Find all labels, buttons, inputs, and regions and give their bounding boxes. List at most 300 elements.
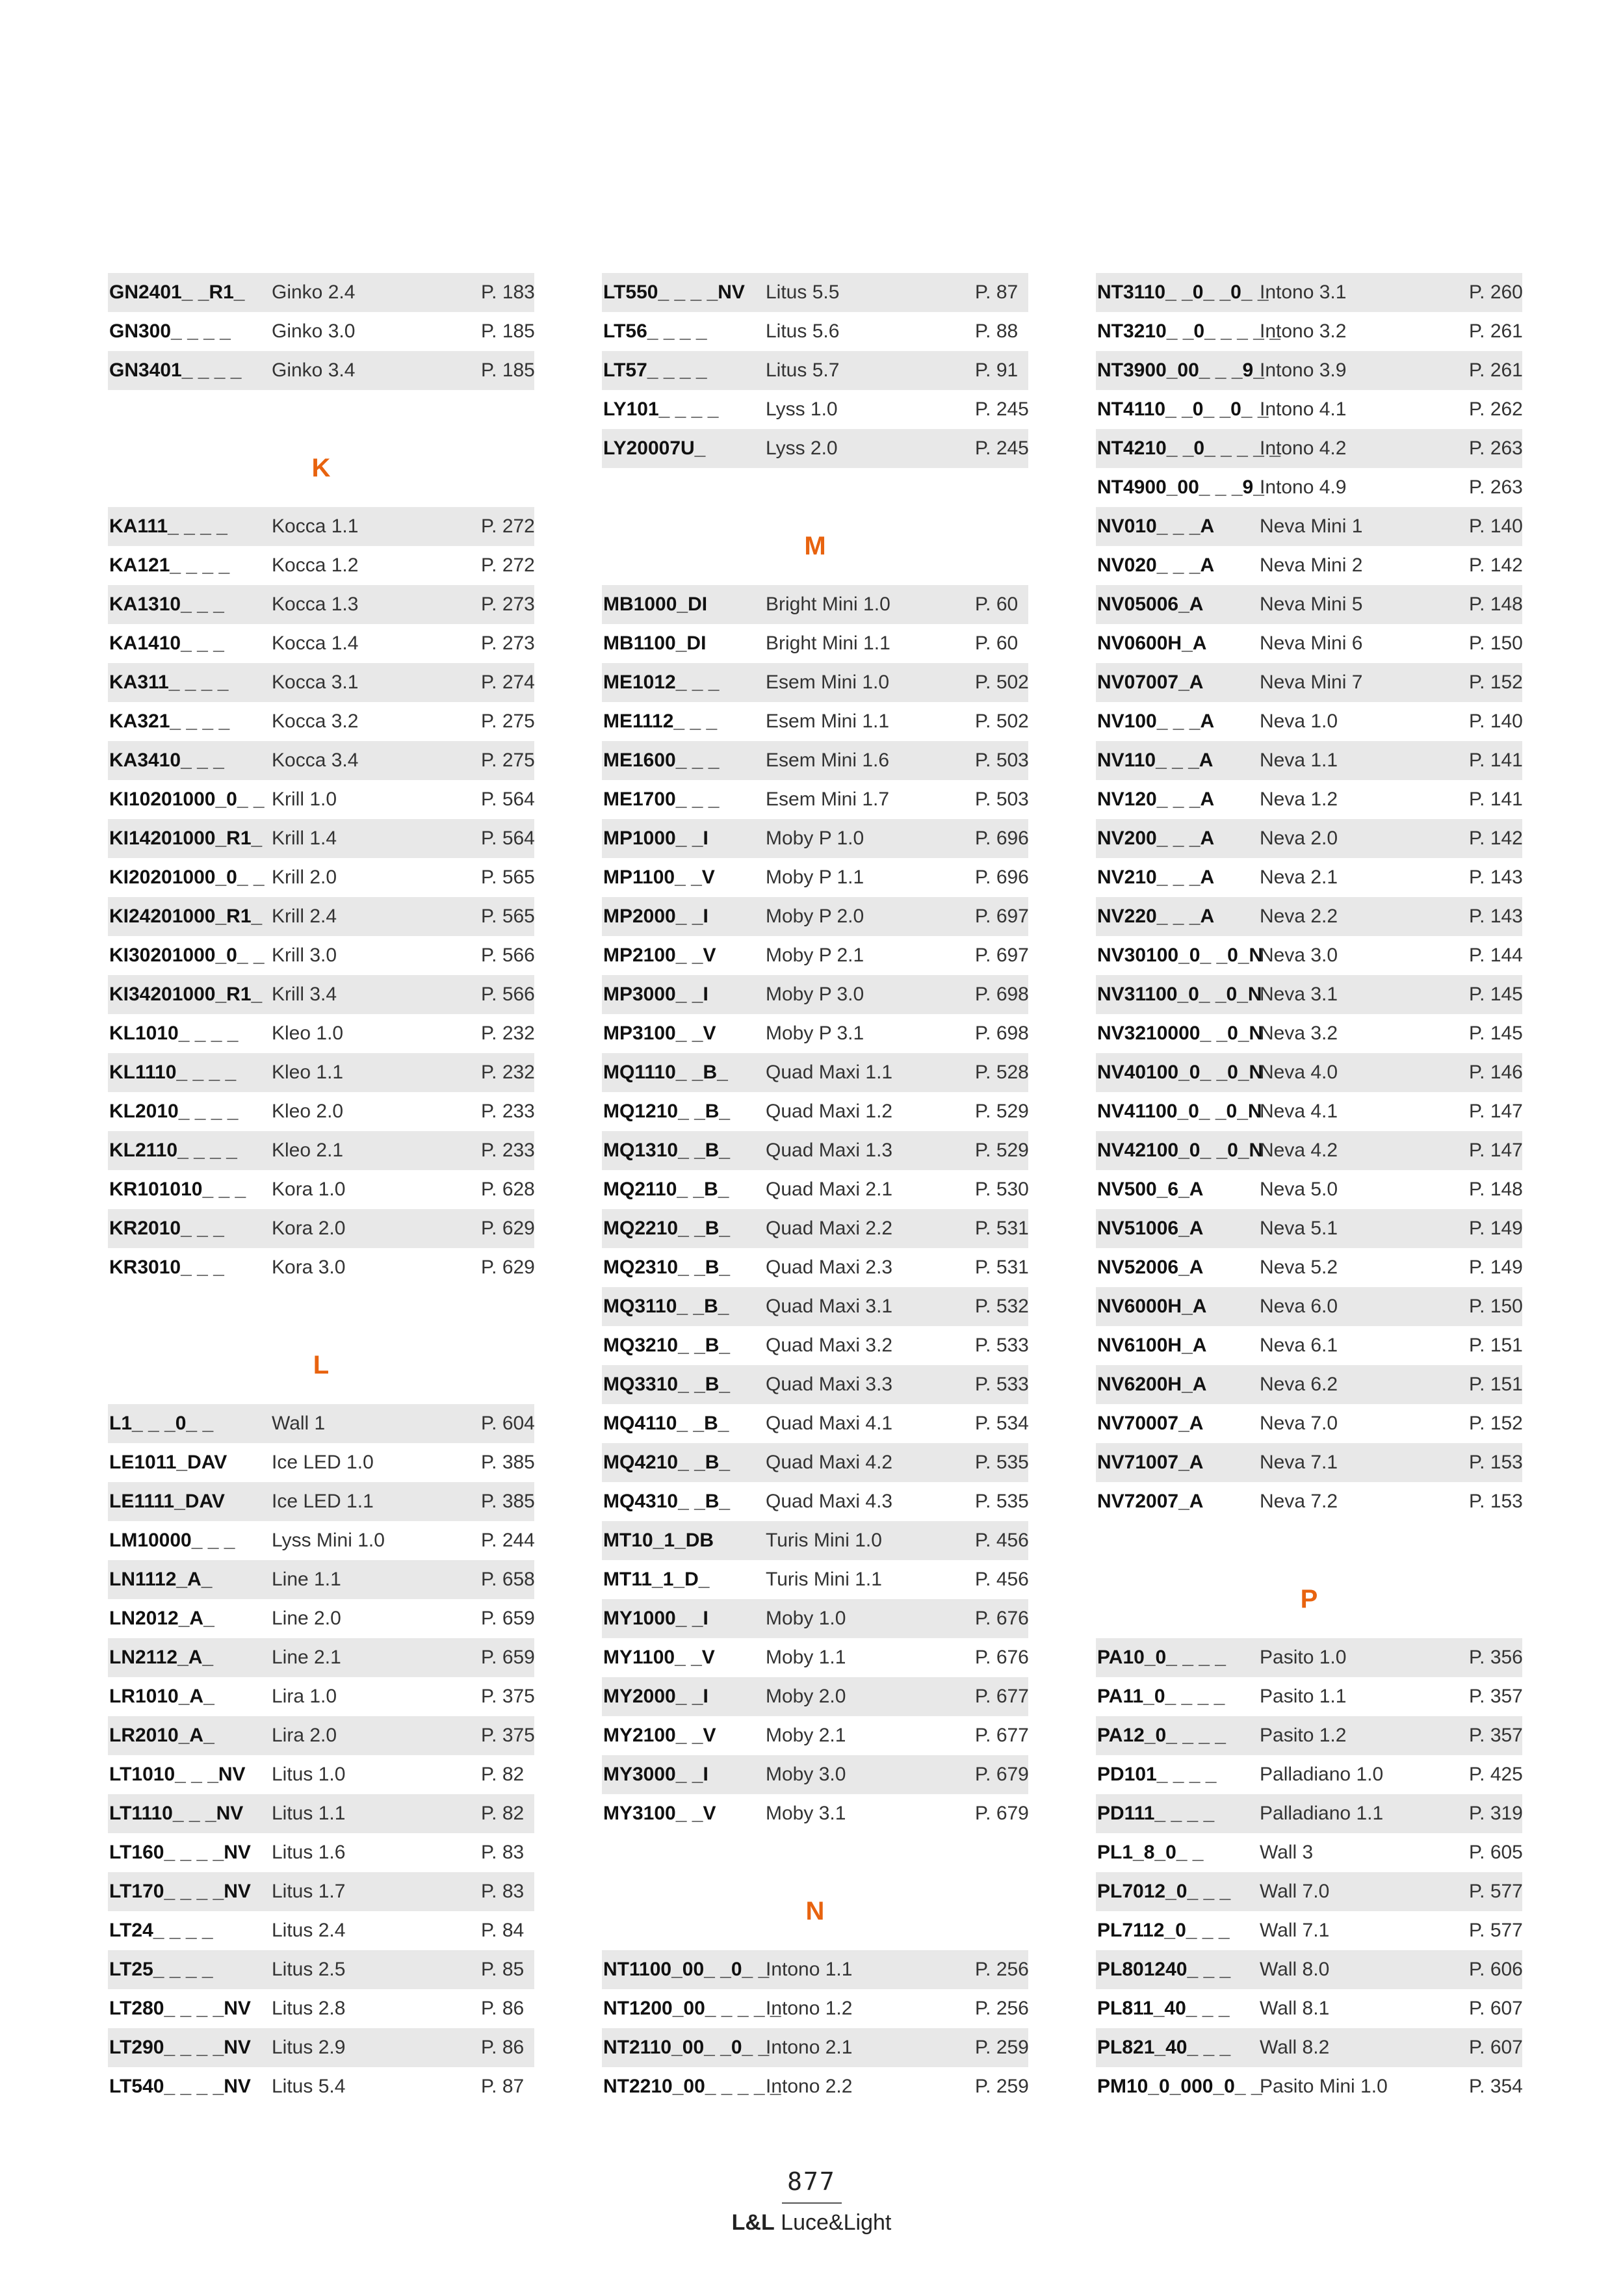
index-row: [602, 1599, 1028, 1638]
product-code: KA1410_ _ _: [109, 633, 224, 654]
page-reference: P. 456: [975, 1530, 1029, 1551]
section-letter: L: [313, 1351, 330, 1379]
page-reference: P. 529: [975, 1101, 1029, 1122]
page-reference: P. 87: [481, 2076, 525, 2097]
index-row: [1096, 1638, 1522, 1677]
index-row: [602, 1482, 1028, 1521]
product-code: GN2401_ _R1_: [109, 281, 245, 303]
index-row: [602, 1443, 1028, 1482]
product-name: Lyss 1.0: [766, 398, 838, 420]
product-code: LT1010_ _ _NV: [109, 1764, 246, 1785]
index-row: [602, 1326, 1028, 1365]
page-reference: P. 256: [975, 1959, 1029, 1980]
product-code: NV07007_A: [1097, 672, 1204, 693]
page-reference: P. 152: [1469, 672, 1523, 693]
section-letter: N: [805, 1897, 825, 1925]
product-name: Lira 1.0: [272, 1686, 337, 1707]
product-name: Ginko 2.4: [272, 281, 356, 303]
index-row: [602, 1287, 1028, 1326]
page-reference: P. 698: [975, 984, 1029, 1005]
page-reference: P. 564: [481, 828, 535, 849]
product-name: Neva 1.1: [1260, 750, 1338, 771]
page-reference: P. 87: [975, 281, 1019, 303]
product-code: KL1010_ _ _ _: [109, 1023, 239, 1044]
product-code: PL7012_0_ _ _: [1097, 1881, 1231, 1902]
index-row: [108, 780, 534, 819]
product-name: Kocca 1.4: [272, 633, 359, 654]
product-name: Neva 4.1: [1260, 1101, 1338, 1122]
product-name: Lyss 2.0: [766, 437, 838, 459]
product-name: Kora 1.0: [272, 1179, 346, 1200]
product-name: Lyss Mini 1.0: [272, 1530, 385, 1551]
product-name: Moby 2.0: [766, 1686, 846, 1707]
index-row: [1096, 1443, 1522, 1482]
page-reference: P. 259: [975, 2037, 1029, 2058]
page-reference: P. 82: [481, 1803, 525, 1824]
product-code: NV52006_A: [1097, 1257, 1204, 1278]
product-name: Litus 2.5: [272, 1959, 346, 1980]
product-code: LT290_ _ _ _NV: [109, 2037, 251, 2058]
page-reference: P. 503: [975, 789, 1029, 810]
page-reference: P. 152: [1469, 1413, 1523, 1434]
page-reference: P. 628: [481, 1179, 535, 1200]
product-code: NV30100_0_ _0_N: [1097, 945, 1264, 966]
product-name: Ginko 3.0: [272, 320, 356, 342]
product-code: MP2000_ _I: [603, 906, 708, 927]
section-letter: K: [311, 454, 331, 482]
page-reference: P. 151: [1469, 1374, 1523, 1395]
product-code: LR1010_A_: [109, 1686, 214, 1707]
index-row: [1096, 273, 1522, 312]
page-reference: P. 91: [975, 359, 1019, 381]
product-name: Litus 5.6: [766, 320, 840, 342]
index-row: [602, 1170, 1028, 1209]
product-code: NV71007_A: [1097, 1452, 1204, 1473]
page-reference: P. 143: [1469, 906, 1523, 927]
page-reference: P. 144: [1469, 945, 1523, 966]
index-row: [108, 1131, 534, 1170]
product-name: Esem Mini 1.6: [766, 750, 890, 771]
index-row: [1096, 858, 1522, 897]
product-name: Neva 3.1: [1260, 984, 1338, 1005]
product-name: Kocca 1.1: [272, 515, 359, 537]
index-row: [108, 1716, 534, 1755]
product-code: MQ4310_ _B_: [603, 1491, 731, 1512]
product-code: ME1600_ _ _: [603, 750, 720, 771]
product-code: MQ3110_ _B_: [603, 1296, 729, 1317]
product-code: MY2000_ _I: [603, 1686, 708, 1707]
index-row: [108, 546, 534, 585]
product-name: Quad Maxi 4.2: [766, 1452, 893, 1473]
page-reference: P. 244: [481, 1530, 535, 1551]
index-row: [108, 1209, 534, 1248]
product-code: PD101_ _ _ _: [1097, 1764, 1217, 1785]
page-reference: P. 385: [481, 1491, 535, 1512]
page-reference: P. 262: [1469, 398, 1523, 420]
product-name: Krill 3.4: [272, 984, 337, 1005]
index-row: [1096, 1950, 1522, 1989]
product-code: PL811_40_ _ _: [1097, 1998, 1230, 2019]
page-reference: P. 605: [1469, 1842, 1523, 1863]
product-name: Intono 3.9: [1260, 359, 1347, 381]
product-code: KI34201000_R1_: [109, 984, 263, 1005]
product-code: NV70007_A: [1097, 1413, 1204, 1434]
index-row: [1096, 741, 1522, 780]
page-reference: P. 566: [481, 945, 535, 966]
product-code: MY3000_ _I: [603, 1764, 708, 1785]
product-code: LY20007U_: [603, 437, 706, 459]
index-row: [602, 624, 1028, 663]
product-name: Neva 1.0: [1260, 711, 1338, 732]
product-name: Krill 2.0: [272, 867, 337, 888]
product-code: MP1100_ _V: [603, 867, 715, 888]
product-name: Kleo 2.0: [272, 1101, 344, 1122]
index-row: [108, 1248, 534, 1287]
index-row: [602, 1794, 1028, 1833]
page-reference: P. 533: [975, 1374, 1029, 1395]
page-reference: P. 502: [975, 672, 1029, 693]
product-code: ME1112_ _ _: [603, 711, 718, 732]
product-code: NT1100_00_ _0_ _: [603, 1959, 770, 1980]
product-name: Intono 4.1: [1260, 398, 1347, 420]
index-row: [602, 897, 1028, 936]
product-code: GN300_ _ _ _: [109, 320, 231, 342]
product-code: LT280_ _ _ _NV: [109, 1998, 251, 2019]
product-name: Moby P 1.1: [766, 867, 864, 888]
product-code: PA10_0_ _ _ _: [1097, 1647, 1226, 1668]
page-reference: P. 261: [1469, 359, 1523, 381]
page-reference: P. 141: [1469, 789, 1523, 810]
product-name: Moby 3.0: [766, 1764, 846, 1785]
page-reference: P. 272: [481, 515, 535, 537]
page-reference: P. 566: [481, 984, 535, 1005]
product-name: Quad Maxi 3.1: [766, 1296, 893, 1317]
page-reference: P. 153: [1469, 1452, 1523, 1473]
product-name: Moby 1.1: [766, 1647, 846, 1668]
page-reference: P. 148: [1469, 1179, 1523, 1200]
page-reference: P. 357: [1469, 1725, 1523, 1746]
product-code: MQ1110_ _B_: [603, 1062, 728, 1083]
product-name: Kora 3.0: [272, 1257, 346, 1278]
product-name: Neva Mini 7: [1260, 672, 1363, 693]
page-reference: P. 233: [481, 1140, 535, 1161]
product-name: Bright Mini 1.1: [766, 633, 890, 654]
index-row: [1096, 702, 1522, 741]
page-reference: P. 385: [481, 1452, 535, 1473]
index-row: [602, 312, 1028, 351]
product-name: Neva 1.2: [1260, 789, 1338, 810]
product-name: Kora 2.0: [272, 1218, 346, 1239]
page-reference: P. 185: [481, 320, 535, 342]
product-name: Wall 7.1: [1260, 1920, 1330, 1941]
product-code: KL2110_ _ _ _: [109, 1140, 237, 1161]
product-code: MQ4210_ _B_: [603, 1452, 731, 1473]
product-code: KA1310_ _ _: [109, 594, 224, 615]
index-row: [108, 1989, 534, 2028]
index-column-3: [1096, 273, 1522, 2106]
product-code: MP3000_ _I: [603, 984, 708, 1005]
product-code: NV100_ _ _A: [1097, 711, 1215, 732]
product-code: KA321_ _ _ _: [109, 711, 230, 732]
index-row: [1096, 1872, 1522, 1911]
index-row: [602, 975, 1028, 1014]
index-row: [1096, 1365, 1522, 1404]
page-reference: P. 145: [1469, 984, 1523, 1005]
product-name: Bright Mini 1.0: [766, 594, 890, 615]
product-name: Intono 2.1: [766, 2037, 853, 2058]
index-row: [602, 1716, 1028, 1755]
product-name: Krill 1.4: [272, 828, 337, 849]
index-row: [108, 702, 534, 741]
product-code: NV31100_0_ _0_N: [1097, 984, 1262, 1005]
product-code: LM10000_ _ _: [109, 1530, 235, 1551]
index-row: [1096, 1131, 1522, 1170]
page-reference: P. 151: [1469, 1335, 1523, 1356]
section-gap: [108, 390, 534, 429]
product-name: Litus 5.7: [766, 359, 840, 381]
product-name: Neva 6.0: [1260, 1296, 1338, 1317]
product-name: Palladiano 1.0: [1260, 1764, 1384, 1785]
index-row: [108, 1599, 534, 1638]
page-reference: P. 82: [481, 1764, 525, 1785]
product-code: MY1100_ _V: [603, 1647, 715, 1668]
product-name: Line 2.1: [272, 1647, 341, 1668]
page-reference: P. 261: [1469, 320, 1523, 342]
page-reference: P. 698: [975, 1023, 1029, 1044]
product-name: Quad Maxi 1.1: [766, 1062, 893, 1083]
index-row: [1096, 1833, 1522, 1872]
product-name: Litus 2.9: [272, 2037, 346, 2058]
product-name: Neva 4.2: [1260, 1140, 1338, 1161]
index-row: [108, 1482, 534, 1521]
index-row: [602, 1053, 1028, 1092]
product-name: Litus 1.1: [272, 1803, 346, 1824]
page-reference: P. 146: [1469, 1062, 1523, 1083]
product-name: Quad Maxi 2.3: [766, 1257, 893, 1278]
index-row: [108, 1755, 534, 1794]
product-name: Neva 5.0: [1260, 1179, 1338, 1200]
page-reference: P. 141: [1469, 750, 1523, 771]
product-code: NV6000H_A: [1097, 1296, 1207, 1317]
index-row: [108, 1638, 534, 1677]
product-name: Quad Maxi 4.3: [766, 1491, 893, 1512]
page-reference: P. 256: [975, 1998, 1029, 2019]
index-row: [1096, 1755, 1522, 1794]
product-code: MB1000_DI: [603, 594, 708, 615]
product-code: NT4110_ _0_ _0_ _: [1097, 398, 1269, 420]
product-code: KA121_ _ _ _: [109, 554, 230, 576]
product-code: NT3900_00_ _ _9_: [1097, 359, 1264, 381]
index-row: [108, 351, 534, 390]
page-reference: P. 259: [975, 2076, 1029, 2097]
product-code: MY3100_ _V: [603, 1803, 716, 1824]
page-reference: P. 232: [481, 1023, 535, 1044]
product-name: Litus 1.7: [272, 1881, 346, 1902]
index-row: [1096, 1989, 1522, 2028]
product-name: Kocca 1.3: [272, 594, 359, 615]
page-reference: P. 503: [975, 750, 1029, 771]
product-name: Litus 1.0: [272, 1764, 346, 1785]
product-code: NT4210_ _0_ _ _ _ _: [1097, 437, 1280, 459]
index-row: [1096, 1248, 1522, 1287]
section-letter: M: [804, 532, 826, 560]
index-row: [602, 1638, 1028, 1677]
product-name: Quad Maxi 3.3: [766, 1374, 893, 1395]
page-reference: P. 606: [1469, 1959, 1523, 1980]
section-gap: [1096, 1521, 1522, 1560]
product-name: Neva 7.1: [1260, 1452, 1338, 1473]
page-reference: P. 232: [481, 1062, 535, 1083]
index-row: [108, 2067, 534, 2106]
product-name: Palladiano 1.1: [1260, 1803, 1384, 1824]
product-code: MT11_1_D_: [603, 1569, 710, 1590]
product-code: NV210_ _ _A: [1097, 867, 1215, 888]
product-code: NV42100_0_ _0_N: [1097, 1140, 1264, 1161]
index-row: [1096, 624, 1522, 663]
product-name: Pasito 1.0: [1260, 1647, 1347, 1668]
index-row: [602, 2067, 1028, 2106]
product-name: Quad Maxi 1.3: [766, 1140, 893, 1161]
product-code: NV010_ _ _A: [1097, 515, 1215, 537]
product-code: PA12_0_ _ _ _: [1097, 1725, 1226, 1746]
page-reference: P. 275: [481, 750, 535, 771]
product-name: Ice LED 1.1: [272, 1491, 374, 1512]
index-row: [1096, 1053, 1522, 1092]
page-footer: [0, 2165, 1623, 2236]
product-name: Intono 4.9: [1260, 476, 1347, 498]
product-name: Kleo 1.0: [272, 1023, 344, 1044]
product-code: KI30201000_0_ _: [109, 945, 265, 966]
index-row: [602, 1404, 1028, 1443]
product-code: NT3210_ _0_ _ _ _ _: [1097, 320, 1280, 342]
index-row: [602, 858, 1028, 897]
page-reference: P. 535: [975, 1452, 1029, 1473]
product-name: Neva 3.0: [1260, 945, 1338, 966]
product-name: Turis Mini 1.1: [766, 1569, 882, 1590]
index-row: [602, 1092, 1028, 1131]
product-name: Esem Mini 1.1: [766, 711, 890, 732]
product-name: Intono 1.2: [766, 1998, 853, 2019]
index-row: [1096, 312, 1522, 351]
product-code: NV72007_A: [1097, 1491, 1204, 1512]
page-reference: P. 679: [975, 1764, 1029, 1785]
page-reference: P. 274: [481, 672, 535, 693]
product-code: LT24_ _ _ _: [109, 1920, 213, 1941]
index-row: [602, 1755, 1028, 1794]
page-reference: P. 531: [975, 1257, 1029, 1278]
product-code: LY101_ _ _ _: [603, 398, 719, 420]
product-name: Krill 2.4: [272, 906, 337, 927]
page-reference: P. 502: [975, 711, 1029, 732]
index-row: [108, 1677, 534, 1716]
index-row: [602, 585, 1028, 624]
index-row: [108, 1911, 534, 1950]
page-reference: P. 677: [975, 1725, 1029, 1746]
product-code: LT25_ _ _ _: [109, 1959, 213, 1980]
product-code: MB1100_DI: [603, 633, 707, 654]
product-code: NV51006_A: [1097, 1218, 1204, 1239]
index-row: [108, 312, 534, 351]
product-name: Moby P 3.1: [766, 1023, 864, 1044]
product-code: PA11_0_ _ _ _: [1097, 1686, 1225, 1707]
page-reference: P. 696: [975, 828, 1029, 849]
page-reference: P. 319: [1469, 1803, 1523, 1824]
page-reference: P. 273: [481, 633, 535, 654]
page-reference: P. 272: [481, 554, 535, 576]
page-number: 877: [787, 2167, 836, 2196]
index-row: [1096, 585, 1522, 624]
product-name: Quad Maxi 4.1: [766, 1413, 893, 1434]
page-reference: P. 456: [975, 1569, 1029, 1590]
product-name: Krill 3.0: [272, 945, 337, 966]
product-code: ME1700_ _ _: [603, 789, 720, 810]
page-reference: P. 86: [481, 2037, 525, 2058]
product-code: NV200_ _ _A: [1097, 828, 1215, 849]
product-code: MQ3210_ _B_: [603, 1335, 731, 1356]
index-row: [602, 1248, 1028, 1287]
page-reference: P. 354: [1469, 2076, 1523, 2097]
product-name: Quad Maxi 3.2: [766, 1335, 893, 1356]
page-reference: P. 607: [1469, 2037, 1523, 2058]
page-reference: P. 565: [481, 867, 535, 888]
index-row: [602, 351, 1028, 390]
product-name: Esem Mini 1.7: [766, 789, 890, 810]
product-code: MQ2110_ _B_: [603, 1179, 729, 1200]
index-row: [1096, 819, 1522, 858]
page-reference: P. 697: [975, 945, 1029, 966]
page-reference: P. 149: [1469, 1218, 1523, 1239]
product-code: LT170_ _ _ _NV: [109, 1881, 251, 1902]
index-row: [108, 1833, 534, 1872]
index-row: [1096, 546, 1522, 585]
page-reference: P. 245: [975, 398, 1029, 420]
product-name: Lira 2.0: [272, 1725, 337, 1746]
page-reference: P. 564: [481, 789, 535, 810]
index-row: [108, 1794, 534, 1833]
product-code: MQ4110_ _B_: [603, 1413, 729, 1434]
index-row: [108, 858, 534, 897]
product-name: Ginko 3.4: [272, 359, 356, 381]
product-name: Krill 1.0: [272, 789, 337, 810]
page-reference: P. 148: [1469, 594, 1523, 615]
product-name: Intono 3.1: [1260, 281, 1347, 303]
product-name: Moby 3.1: [766, 1803, 846, 1824]
product-code: NT2110_00_ _0_ _: [603, 2037, 770, 2058]
page-reference: P. 84: [481, 1920, 525, 1941]
product-code: NT4900_00_ _ _9_: [1097, 476, 1264, 498]
index-row: [108, 1092, 534, 1131]
index-row: [1096, 351, 1522, 390]
index-row: [1096, 1092, 1522, 1131]
index-row: [108, 819, 534, 858]
index-row: [1096, 2067, 1522, 2106]
product-code: MQ3310_ _B_: [603, 1374, 731, 1395]
product-code: PL1_8_0_ _: [1097, 1842, 1204, 1863]
section-gap: [602, 468, 1028, 507]
page-reference: P. 60: [975, 633, 1019, 654]
product-code: MQ1310_ _B_: [603, 1140, 731, 1161]
product-name: Moby P 1.0: [766, 828, 864, 849]
section-gap: [602, 1833, 1028, 1872]
page-reference: P. 696: [975, 867, 1029, 888]
index-row: [108, 1521, 534, 1560]
product-code: LR2010_A_: [109, 1725, 214, 1746]
index-row: [1096, 1911, 1522, 1950]
index-row: [602, 390, 1028, 429]
page-reference: P. 150: [1469, 1296, 1523, 1317]
index-row: [1096, 975, 1522, 1014]
product-name: Neva 4.0: [1260, 1062, 1338, 1083]
